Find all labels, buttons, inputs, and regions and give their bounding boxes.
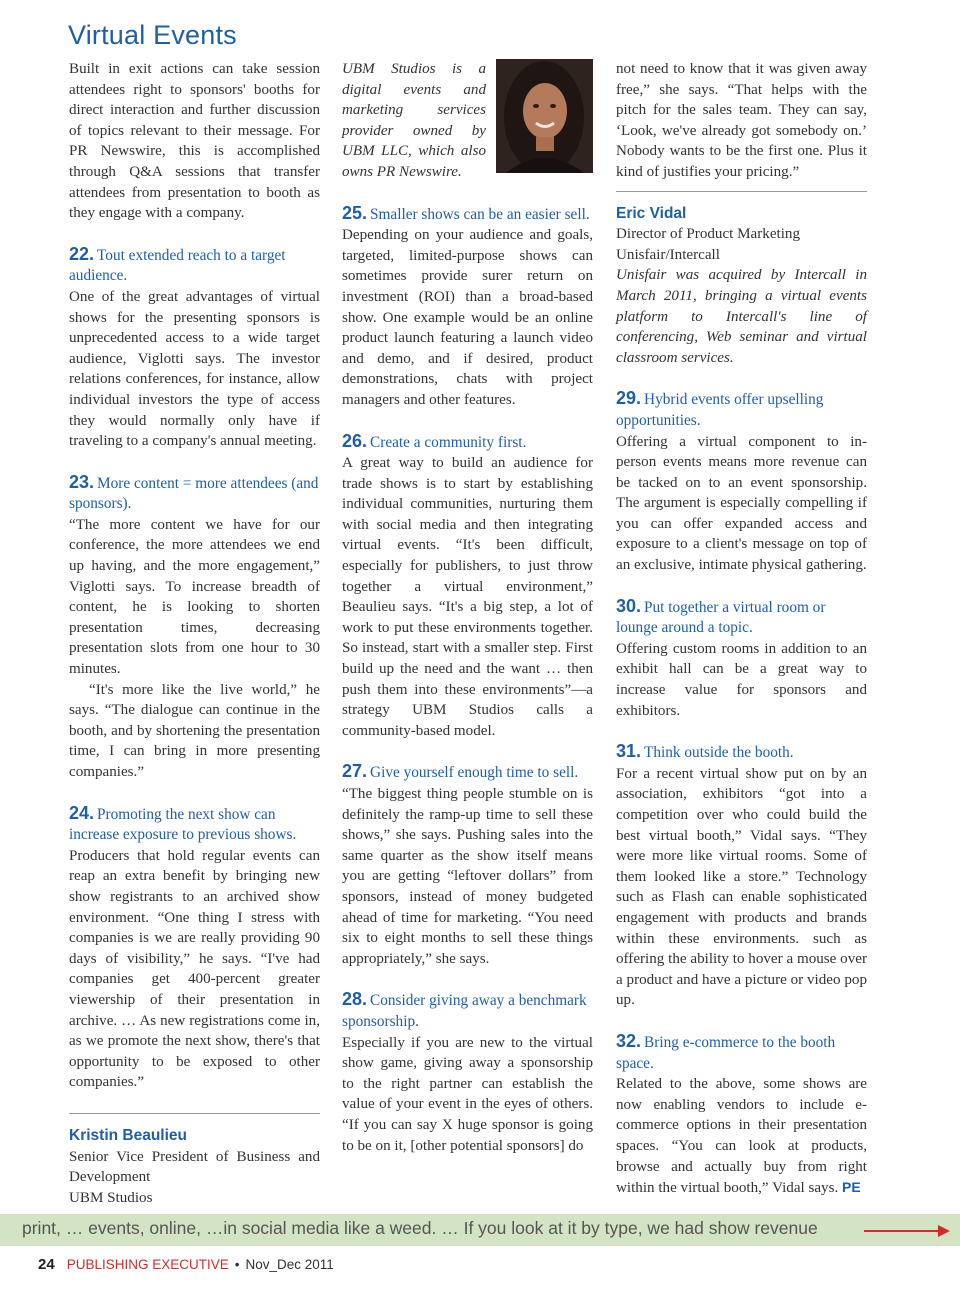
footer [38, 1256, 334, 1273]
page-title: Virtual Events [68, 20, 237, 50]
section-number: 30. [616, 595, 642, 616]
intro-paragraph: not need to know that it was given away free,” she says. “That helps with the pitch for the sales team. They can say, ‘Look, we've already got somebody on.’ Nobody wants to be the first one. Plus it kind of justifies your pricing.” [616, 61, 867, 180]
section-body: Producers that hold regular events can reap an extra benefit by bringing new show registrants to an archived show environment. “One thing I stress with companies is we are really providing 90 days of visibility,” he says. “I've had companies get 400-percent greater viewership of their presentation in archive. … As new registrations come in, as we promote the next show, there's that opportunity to be exposed to other companies.” [69, 847, 320, 1091]
section-body: Offering a virtual component to in-person events means more revenue can be tacked on to an event sponsorship. The argument is especially compelling if you can offer expanded access and exposure to a client's message on top of an exclusive, intimate physical gathering. [616, 433, 867, 574]
section-body: “The more content we have for our conference, the more attendees we end up having, and the more engagement,” Viglotti says. To increase breadth of content, he is looking to shorten presentation times, decreasing presentation slots from one hour to 30 minutes. [69, 516, 320, 678]
section-number: 22. [69, 243, 95, 264]
section-title: Smaller shows can be an easier sell. [370, 205, 590, 223]
section-body: Depending on your audience and goals, targeted, limited-purpose shows can sometimes provide surer return on investment (ROI) than a broad-based show. One example would be an online product launch featuring a launch video and demo, and if desired, product demonstrations, chats with project managers and other features. [342, 227, 593, 408]
section-number: 29. [616, 388, 642, 409]
section-body [616, 1074, 867, 1199]
footer-bullet: • [234, 1257, 240, 1272]
section-number: 32. [616, 1030, 642, 1051]
section-number: 23. [69, 471, 95, 492]
section-body: Offering custom rooms in addition to an exhibit hall can be a great way to increase value for sponsors and exhibitors. [616, 640, 867, 719]
section-number: 26. [342, 430, 368, 451]
page-number: 24 [38, 1256, 55, 1273]
section-26 [342, 431, 593, 742]
pull-quote-text: print, … events, online, …in social media like a weed. … If you look at it by type, we had show revenue [22, 1218, 818, 1238]
section-25 [342, 203, 593, 411]
divider [69, 1113, 320, 1114]
bio-kristin-beaulieu [69, 1126, 320, 1208]
bio-company: UBM Studios [69, 1189, 153, 1206]
section-body: Especially if you are new to the virtual show game, giving away a sponsorship to the right partner can establish the value of your event in the eyes of others. “If you can say X huge sponsor is going to be on it, [other potential sponsors] do [342, 1034, 593, 1154]
section-title: Hybrid events offer upselling opportunities. [616, 391, 824, 429]
column-2 [342, 59, 593, 1176]
column-1 [69, 59, 320, 1208]
portrait-image [496, 59, 593, 173]
issue-date: Nov_Dec 2011 [245, 1257, 334, 1272]
section-body: One of the great advantages of virtual shows for the presenting sponsors is unprecedented access to a wide target audience, Viglotti says. The investor relations conferences, for instance, allow individual investors the type of access they would normally only have if traveling to a company's annual meeting. [69, 288, 320, 450]
section-28 [342, 989, 593, 1156]
divider [616, 191, 867, 192]
section-title: More content = more attendees (and sponsors). [69, 474, 319, 513]
section-title: Consider giving away a benchmark sponsorship. [342, 992, 587, 1030]
section-title: Put together a virtual room or lounge around a topic. [616, 598, 826, 637]
section-body: A great way to build an audience for trade shows is to start by establishing individual communities, nurturing them with social media and then integrating virtual events. “It's been difficult, especially for publishers, to just throw together a virtual environment,” Beaulieu says. “It's a big step, a lot of work to put these environments together. So instead, start with a smaller step. First build up the need and the want … then push them into these environments”—a strategy UBM Studios calls a community-based model. [342, 455, 593, 739]
intro-paragraph: UBM Studios is a digital events and marketing services provider owned by UBM LLC, which also owns PR Newswire. [342, 61, 486, 180]
section-body: “The biggest thing people stumble on is definitely the ramp-up time to sell these shows,” she says. Pushing sales into the same quarter as the show itself means you are getting “leftover dollars” from sponsors, instead of money budgeted ahead of time for marketing. “You need six to eight months to sell these things appropriately,” she says. [342, 786, 593, 967]
arrow-right-icon [938, 1225, 950, 1237]
intro-paragraph: Built in exit actions can take session attendees right to sponsors' booths for direct interaction and further discussion of topics relevant to their message. For PR Newswire, this is accomplished through Q&A sessions that transfer attendees from presentation to booth as they engage with a company. [69, 61, 320, 222]
section-23 [69, 472, 320, 783]
bio-name: Eric Vidal [616, 204, 687, 222]
bio-role: Senior Vice President of Business and Development [69, 1148, 320, 1186]
bio-name: Kristin Beaulieu [69, 1126, 187, 1144]
publication-name: PUBLISHING EXECUTIVE [66, 1257, 229, 1272]
section-title: Bring e-commerce to the booth space. [616, 1033, 836, 1072]
bio-description: Unisfair was acquired by Intercall in March 2011, bringing a virtual events platform to Intercall's line of conferencing, Web seminar and virtual classroom services. [616, 267, 867, 366]
column-3 [616, 59, 867, 1219]
section-30 [616, 596, 867, 722]
section-number: 24. [69, 802, 95, 823]
section-title: Give yourself enough time to sell. [370, 764, 579, 782]
portrait-photo [496, 59, 593, 173]
section-number: 28. [342, 989, 368, 1010]
section-title: Promoting the next show can increase exposure to previous shows. [69, 805, 297, 844]
section-body-text: Related to the above, some shows are now enabling vendors to include e-commerce options in their presentation spaces. “You can look at products, browse and actually buy from right within the virtual booth,” Vidal says. [616, 1076, 867, 1197]
section-29 [616, 388, 867, 575]
section-24 [69, 803, 320, 1093]
bio-company: Unisfair/Intercall [616, 246, 720, 263]
end-mark: PE [842, 1179, 861, 1196]
section-number: 31. [616, 741, 642, 762]
section-title: Create a community first. [370, 433, 527, 451]
section-title: Tout extended reach to a target audience. [69, 246, 286, 285]
section-32 [616, 1031, 867, 1199]
section-27 [342, 761, 593, 969]
section-body: “It's more like the live world,” he says. “The dialogue can continue in the booth, and by shortening the presentation time, I can bring in more presenting companies.” [69, 681, 320, 780]
section-number: 25. [342, 202, 368, 223]
section-body: For a recent virtual show put on by an association, exhibitors “got into a competition over who could build the best virtual booth,” Vidal says. “They were more like virtual rooms. Some of them looked like a store.” Technology such as Flash can enable sophisticated engagement with products and brands within these environments. such as offering the ability to hover a mouse over a product and have a picture or video pop up. [616, 765, 867, 1009]
section-number: 27. [342, 761, 368, 782]
arrow-line [864, 1230, 942, 1232]
section-title: Think outside the booth. [644, 744, 794, 762]
bio-eric-vidal [616, 204, 867, 369]
bio-role: Director of Product Marketing [616, 226, 801, 243]
section-31 [616, 741, 867, 1011]
section-22 [69, 244, 320, 452]
